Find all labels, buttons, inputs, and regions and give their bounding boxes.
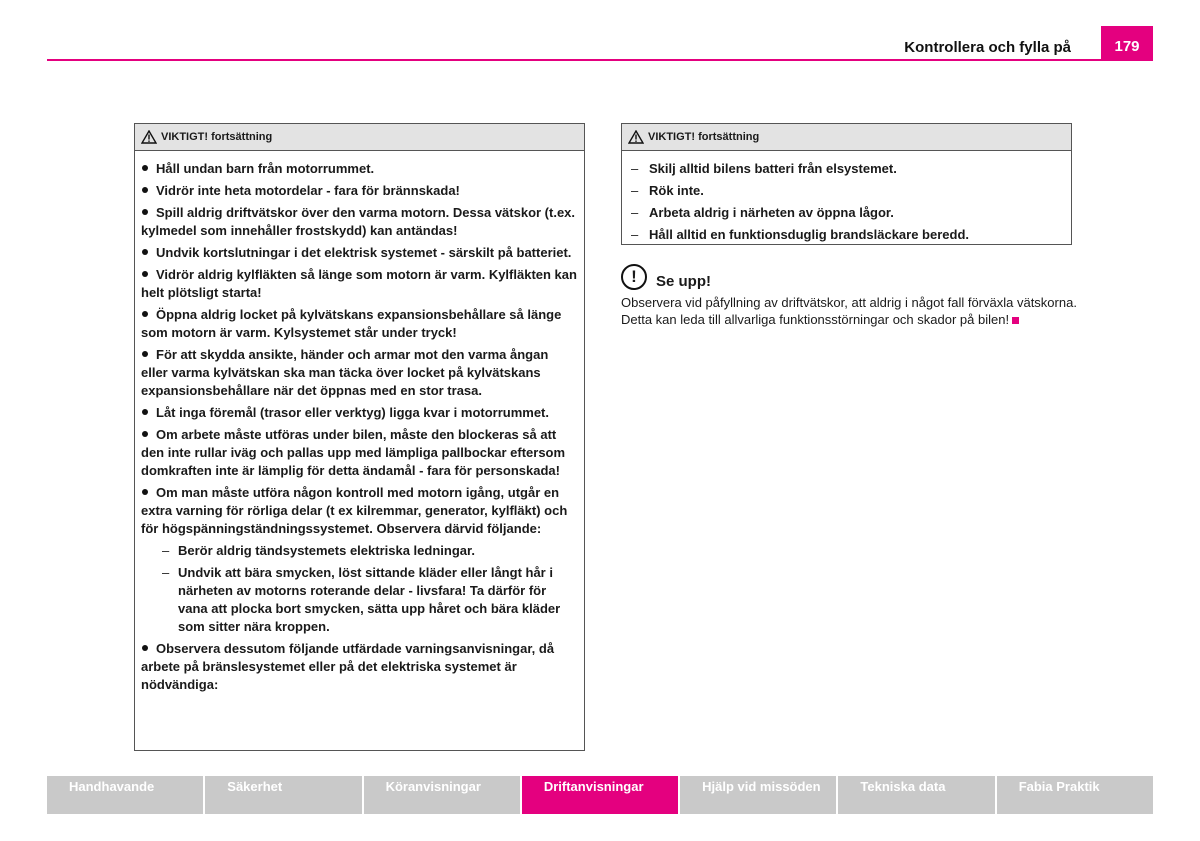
sub-item-text: Arbeta aldrig i närheten av öppna lågor. [649,205,894,220]
bullet-text: Vidrör inte heta motordelar - fara för brännskada! [156,183,460,198]
nav-tab-koranvisningar[interactable]: Köranvisningar [364,776,522,814]
bullet-dot-icon [142,165,148,171]
footer-nav [47,776,1153,814]
bullet-item [141,204,578,240]
sub-item-text: Undvik att bära smycken, löst sittande kläder eller långt hår i närheten av motorns roterande delar - livsfara! Ta därför för vana att plocka bort smycken, sätta upp håret och bära kläder som sitter nära kroppen. [178,565,561,634]
nav-tab-hjalp-vid-missoden[interactable]: Hjälp vid missöden [680,776,838,814]
sub-item [628,226,1065,244]
header-rule [47,59,1153,61]
bullet-item [141,266,578,302]
warning-box-right [621,123,1072,245]
bullet-dot-icon [142,311,148,317]
nav-tab-sakerhet[interactable]: Säkerhet [205,776,363,814]
caution-text [621,294,1091,328]
bullet-text: Om arbete måste utföras under bilen, måste den blockeras så att den inte rullar iväg och pallas upp med lämpliga pallbockar eftersom domkraften inte är lämplig för detta ändamål - fara för personskada! [141,427,566,478]
bullet-text: Observera dessutom följande utfärdade varningsanvisningar, då arbete på bränslesystemet eller på det elektriska systemet är nödvändiga: [141,641,555,692]
warning-triangle-icon [628,130,644,144]
bullet-text: För att skydda ansikte, händer och armar mot den varma ångan eller varma kylvätskan ska man täcka över locket på kylvätskans expansionsbehållare när det öppnas med en stor trasa. [141,347,549,398]
nav-tab-fabia-praktik[interactable]: Fabia Praktik [997,776,1153,814]
warning-box-body [135,151,584,694]
nav-tab-driftanvisningar[interactable]: Driftanvisningar [522,776,680,814]
bullet-item [141,404,578,422]
bullet-item [141,484,578,538]
nav-tab-handhavande[interactable]: Handhavande [47,776,205,814]
bullet-text: Undvik kortslutningar i det elektrisk systemet - särskilt på batteriet. [156,245,572,260]
bullet-item [141,160,578,178]
warning-box-heading: VIKTIGT! fortsättning [161,131,273,143]
sub-item [628,204,1065,222]
warning-box-left [134,123,585,751]
bullet-item [141,306,578,342]
dash-icon: – [162,565,170,580]
sub-item-text: Skilj alltid bilens batteri från elsystemet. [649,161,897,176]
bullet-dot-icon [142,249,148,255]
bullet-dot-icon [142,209,148,215]
bullet-dot-icon [142,489,148,495]
warning-box-heading: VIKTIGT! fortsättning [648,131,760,143]
dash-icon: – [631,227,639,242]
end-marker-icon [1012,317,1019,324]
warning-box-header [135,124,584,151]
bullet-dot-icon [142,409,148,415]
bullet-dot-icon [142,351,148,357]
caution-body: Observera vid påfyllning av driftvätskor, att aldrig i något fall förväxla vätskorna. Detta kan leda till allvarliga funktionsstörningar och skador på bilen! [621,295,1077,327]
bullet-item [141,426,578,480]
bullet-dot-icon [142,645,148,651]
dash-icon: – [162,543,170,558]
dash-icon: – [631,205,639,220]
bullet-dot-icon [142,271,148,277]
sub-item-text: Håll alltid en funktionsduglig brandsläckare beredd. [649,227,970,242]
caution-heading [621,264,1091,290]
dash-icon: – [631,183,639,198]
sub-item [628,182,1065,200]
bullet-text: Öppna aldrig locket på kylvätskans expansionsbehållare så länge som motorn är varm. Kylsystemet står under tryck! [141,307,562,340]
header-title: Kontrollera och fylla på [904,39,1071,56]
bullet-text: Låt inga föremål (trasor eller verktyg) ligga kvar i motorrummet. [156,405,550,420]
warning-triangle-icon [141,130,157,144]
sub-item-text: Rök inte. [649,183,704,198]
page-number: 179 [1101,26,1153,61]
bullet-item [141,244,578,262]
sub-item [141,564,578,636]
dash-icon: – [631,161,639,176]
bullet-text: Vidrör aldrig kylfläkten så länge som motorn är varm. Kylfläkten kan helt plötsligt starta! [141,267,577,300]
bullet-text: Spill aldrig driftvätskor över den varma motorn. Dessa vätskor (t.ex. kylmedel som innehåller frostskydd) kan antändas! [141,205,576,238]
sub-item-text: Berör aldrig tändsystemets elektriska ledningar. [178,543,475,558]
bullet-dot-icon [142,187,148,193]
bullet-text: Håll undan barn från motorrummet. [156,161,375,176]
caution-note [621,264,1091,328]
bullet-text: Om man måste utföra någon kontroll med motorn igång, utgår en extra varning för rörliga delar (t ex kilremmar, generator, kylfläkt) och för högspänningständningssystemet. Observera därvid följande: [141,485,568,536]
warning-box-body [622,151,1071,244]
warning-box-header [622,124,1071,151]
exclamation-circle-icon: ! [621,264,647,290]
sub-item [141,542,578,560]
bullet-item [141,640,578,694]
bullet-item [141,182,578,200]
bullet-dot-icon [142,431,148,437]
bullet-item [141,346,578,400]
caution-title: Se upp! [656,273,711,290]
nav-tab-tekniska-data[interactable]: Tekniska data [838,776,996,814]
sub-item [628,160,1065,178]
